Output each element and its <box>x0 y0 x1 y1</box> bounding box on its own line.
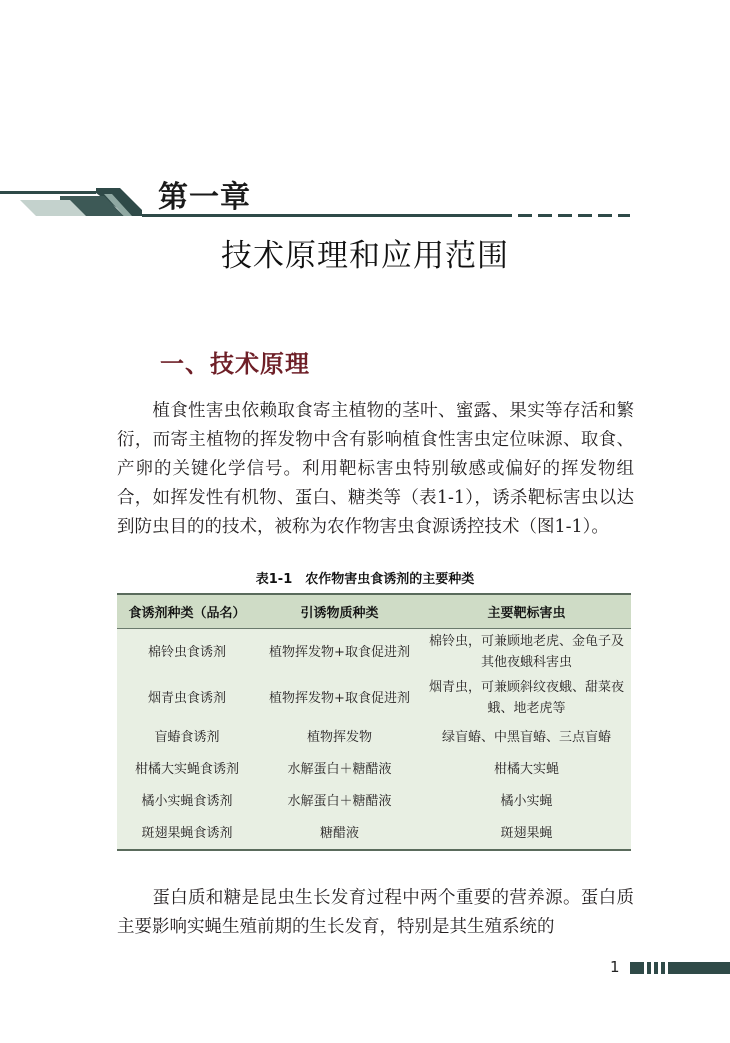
table-row <box>117 785 631 817</box>
table-row <box>117 675 631 721</box>
chapter-title: 技术原理和应用范围 <box>221 238 509 274</box>
table-header-row <box>117 595 631 629</box>
table-cell: 烟青虫，可兼顾斜纹夜蛾、甜菜夜蛾、地老虎等 <box>428 680 624 716</box>
bait-types-table <box>117 593 631 851</box>
table-cell: 斑翅果蝇 <box>500 825 553 841</box>
table-cell: 柑橘大实蝇食诱剂 <box>134 761 239 777</box>
table-cell: 橘小实蝇食诱剂 <box>141 793 233 809</box>
paragraph-text: 蛋白质和糖是昆虫生长发育过程中两个重要的营养源。蛋白质主要影响实蝇生殖前期的生长发育，特别是其生殖系统的 <box>117 888 634 937</box>
body-paragraph <box>117 397 634 542</box>
chapter-label: 第一章 <box>158 180 251 215</box>
table-row <box>117 629 631 676</box>
table-cell: 植物挥发物+取食促进剂 <box>269 690 410 706</box>
table-cell: 糖醋液 <box>319 825 359 841</box>
table-row <box>117 753 631 785</box>
table-cell: 盲蝽食诱剂 <box>154 729 220 745</box>
table-cell: 植物挥发物 <box>306 729 372 745</box>
body-paragraph <box>117 884 634 942</box>
table-caption: 表1-1 农作物害虫食诱剂的主要种类 <box>255 572 475 587</box>
column-header: 主要靶标害虫 <box>422 595 631 629</box>
chapter-banner-graphic <box>0 176 730 224</box>
table-cell: 烟青虫食诱剂 <box>147 690 226 706</box>
table-cell: 斑翅果蝇食诱剂 <box>141 825 233 841</box>
footer-bar-graphic <box>630 962 730 974</box>
section-heading: 一、技术原理 <box>160 349 310 378</box>
table-cell: 水解蛋白＋糖醋液 <box>287 761 392 777</box>
table-cell: 橘小实蝇 <box>500 793 553 809</box>
table-row <box>117 721 631 753</box>
page-number: 1 <box>610 958 620 976</box>
column-header: 食诱剂种类（品名） <box>117 595 257 629</box>
table-cell: 水解蛋白＋糖醋液 <box>287 793 392 809</box>
table-cell: 植物挥发物+取食促进剂 <box>269 644 410 660</box>
column-header: 引诱物质种类 <box>257 595 422 629</box>
table-cell: 棉铃虫，可兼顾地老虎、金龟子及其他夜蛾科害虫 <box>428 634 624 670</box>
table-row <box>117 817 631 849</box>
table-cell: 棉铃虫食诱剂 <box>147 644 226 660</box>
table-cell: 柑橘大实蝇 <box>493 761 559 777</box>
table-cell: 绿盲蝽、中黑盲蝽、三点盲蝽 <box>441 729 611 745</box>
paragraph-text: 植食性害虫依赖取食寄主植物的茎叶、蜜露、果实等存活和繁衍，而寄主植物的挥发物中含有影响植食性害虫定位味源、取食、产卵的关键化学信号。利用靶标害虫特别敏感或偏好的挥发物组合，如挥发性有机物、蛋白、糖类等（表1-1），诱杀靶标害虫以达到防虫目的的技术，被称为农作物害虫食源诱控技术（图1-1）。 <box>117 401 634 537</box>
